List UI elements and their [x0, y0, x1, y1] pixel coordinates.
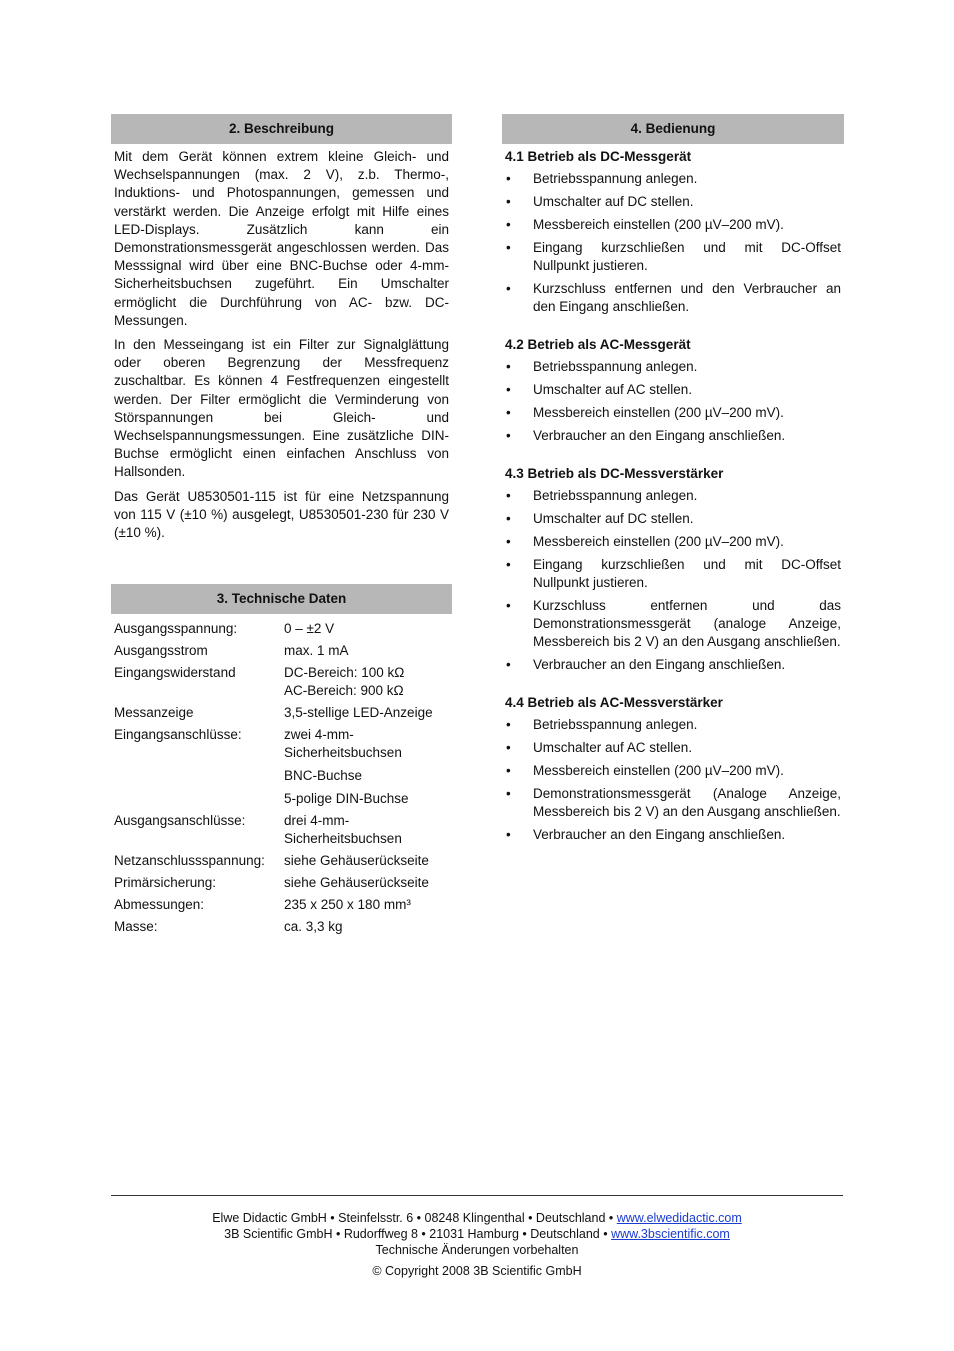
step-item: • Umschalter auf DC stellen. — [502, 193, 844, 211]
step-item: • Betriebsspannung anlegen. — [502, 716, 844, 734]
operation-subheading: 4.2 Betrieb als AC-Messgerät — [505, 337, 691, 352]
spec-value-cell — [281, 618, 452, 640]
spec-value-cell — [281, 702, 452, 724]
specs-table — [111, 618, 452, 938]
operation-block — [502, 148, 844, 316]
spec-value: 5-polige DIN-Buchse — [284, 791, 409, 807]
spec-key: Masse: — [114, 919, 158, 935]
spec-key: Ausgangsstrom — [114, 643, 208, 659]
step-item: • Verbraucher an den Eingang anschließen. — [502, 427, 844, 445]
section-heading-operation: 4. Bedienung — [502, 114, 844, 144]
section-heading-description: 2. Beschreibung — [111, 114, 452, 144]
operation-sections — [502, 148, 844, 844]
footer — [111, 1210, 843, 1279]
spec-key: Ausgangsspannung: — [114, 621, 238, 637]
spec-value-cell — [281, 850, 452, 872]
spec-value: 0 – ±2 V — [284, 621, 335, 637]
step-item: • Kurzschluss entfernen und den Verbraucher an den Eingang anschließen. — [502, 280, 844, 316]
spec-key: Primärsicherung: — [114, 875, 217, 891]
step-item: • Kurzschluss entfernen und das Demonstrationsmessgerät (analoge Anzeige, Messbereich bis 2 V) an den Ausgang anschließen. — [502, 597, 844, 651]
spec-row — [111, 850, 452, 872]
spec-value: BNC-Buchse — [284, 768, 363, 784]
3bscientific-link[interactable]: www.3bscientific.com — [611, 1227, 730, 1241]
step-item: • Messbereich einstellen (200 µV–200 mV). — [502, 404, 844, 422]
operation-subheading: 4.4 Betrieb als AC-Messverstärker — [505, 695, 723, 710]
step-item: • Eingang kurzschließen und mit DC-Offset Nullpunkt justieren. — [502, 239, 844, 275]
step-item: • Messbereich einstellen (200 µV–200 mV). — [502, 533, 844, 551]
elwedidactic-link[interactable]: www.elwedidactic.com — [616, 1211, 742, 1225]
description-paragraph: In den Messeingang ist ein Filter zur Signalglättung oder oberen Begrenzung der Messfrequenz zuschaltbar. Es können 4 Festfrequenzen eingestellt werden. Der Filter ermöglicht die Verminderung von Störspannungen bei Gleich- und Wechselspannungsmessungen. Eine zusätzliche DIN-Buchse ermöglicht einen einfachen Anschluss von Hallsonden. — [114, 337, 449, 480]
footer-line-elwe: Elwe Didactic GmbH • Steinfelsstr. 6 • 08248 Klingenthal • Deutschland • www.elwedidactic.com — [212, 1211, 742, 1225]
right-column — [502, 114, 844, 849]
spec-row — [111, 640, 452, 662]
spec-value: 235 x 250 x 180 mm³ — [284, 897, 411, 913]
spec-value: zwei 4-mm-Sicherheitsbuchsen — [284, 727, 402, 761]
spec-row — [111, 916, 452, 938]
step-item: • Messbereich einstellen (200 µV–200 mV). — [502, 216, 844, 234]
step-item: • Verbraucher an den Eingang anschließen. — [502, 826, 844, 844]
spec-value-cell — [281, 662, 452, 702]
steps-list — [502, 716, 844, 844]
step-item: • Umschalter auf AC stellen. — [502, 739, 844, 757]
step-item: • Messbereich einstellen (200 µV–200 mV). — [502, 762, 844, 780]
section-heading-specs: 3. Technische Daten — [111, 584, 452, 614]
spec-key: Eingangswiderstand — [114, 665, 236, 681]
step-item: • Umschalter auf DC stellen. — [502, 510, 844, 528]
spec-key: Ausgangsanschlüsse: — [114, 813, 246, 829]
operation-subheading: 4.1 Betrieb als DC-Messgerät — [505, 149, 692, 164]
spec-value: siehe Gehäuserückseite — [284, 853, 429, 869]
operation-block — [502, 465, 844, 674]
spec-row — [111, 662, 452, 702]
spec-value-cell — [281, 872, 452, 894]
spec-value-cell — [281, 810, 452, 850]
spec-row — [111, 618, 452, 640]
step-item: • Betriebsspannung anlegen. — [502, 170, 844, 188]
footer-divider — [111, 1195, 843, 1196]
steps-list — [502, 358, 844, 445]
step-item: • Betriebsspannung anlegen. — [502, 358, 844, 376]
spec-key: Netzanschlussspannung: — [114, 853, 265, 869]
step-item: • Umschalter auf AC stellen. — [502, 381, 844, 399]
step-item: • Betriebsspannung anlegen. — [502, 487, 844, 505]
steps-list — [502, 487, 844, 674]
spec-value-cell — [281, 916, 452, 938]
description-paragraph: Das Gerät U8530501-115 ist für eine Netzspannung von 115 V (±10 %) ausgelegt, U8530501-230 für 230 V (±10 %). — [114, 488, 449, 541]
description-paragraph: Mit dem Gerät können extrem kleine Gleich- und Wechselspannungen (max. 2 V), z.b. Thermo-, Induktions- und Photospannungen, gemessen und verstärkt werden. Die Anzeige erfolgt mit Hilfe eines LED-Displays. Zusätzlich kann ein Demonstrationsmessgerät angeschlossen werden. Das Messsignal wird über eine BNC-Buchse oder 4-mm-Sicherheitsbuchsen zugeführt. Ein Umschalter ermöglicht die Durchführung von AC- bzw. DC-Messungen. — [114, 149, 449, 328]
spec-row — [111, 702, 452, 724]
spec-value: drei 4-mm-Sicherheitsbuchsen — [284, 813, 402, 847]
spec-value-cell — [281, 894, 452, 916]
spec-value: 3,5-stellige LED-Anzeige — [284, 705, 433, 721]
spec-row — [111, 872, 452, 894]
steps-list — [502, 170, 844, 316]
operation-block — [502, 336, 844, 445]
left-column — [111, 114, 452, 938]
spec-key: Eingangsanschlüsse: — [114, 727, 242, 743]
spec-key: Abmessungen: — [114, 897, 205, 913]
step-item: • Demonstrationsmessgerät (Analoge Anzeige, Messbereich bis 2 V) an den Ausgang anschließen. — [502, 785, 844, 821]
spec-key: Messanzeige — [114, 705, 194, 721]
spec-value: max. 1 mA — [284, 643, 349, 659]
spec-value: AC-Bereich: 900 kΩ — [284, 683, 404, 699]
spec-row — [111, 810, 452, 850]
spec-row — [111, 894, 452, 916]
step-item: • Verbraucher an den Eingang anschließen. — [502, 656, 844, 674]
spec-value: ca. 3,3 kg — [284, 919, 343, 935]
spec-value: DC-Bereich: 100 kΩ — [284, 665, 405, 681]
spec-value: siehe Gehäuserückseite — [284, 875, 429, 891]
operation-subheading: 4.3 Betrieb als DC-Messverstärker — [505, 466, 724, 481]
description-body — [111, 148, 452, 542]
spec-value-cell — [281, 724, 452, 810]
operation-block — [502, 694, 844, 844]
spec-row — [111, 724, 452, 810]
footer-disclaimer: Technische Änderungen vorbehalten — [375, 1243, 579, 1257]
footer-line-3b: 3B Scientific GmbH • Rudorffweg 8 • 21031 Hamburg • Deutschland • www.3bscientific.com — [224, 1227, 730, 1241]
footer-copyright: © Copyright 2008 3B Scientific GmbH — [372, 1264, 582, 1278]
step-item: • Eingang kurzschließen und mit DC-Offset Nullpunkt justieren. — [502, 556, 844, 592]
spec-value-cell — [281, 640, 452, 662]
